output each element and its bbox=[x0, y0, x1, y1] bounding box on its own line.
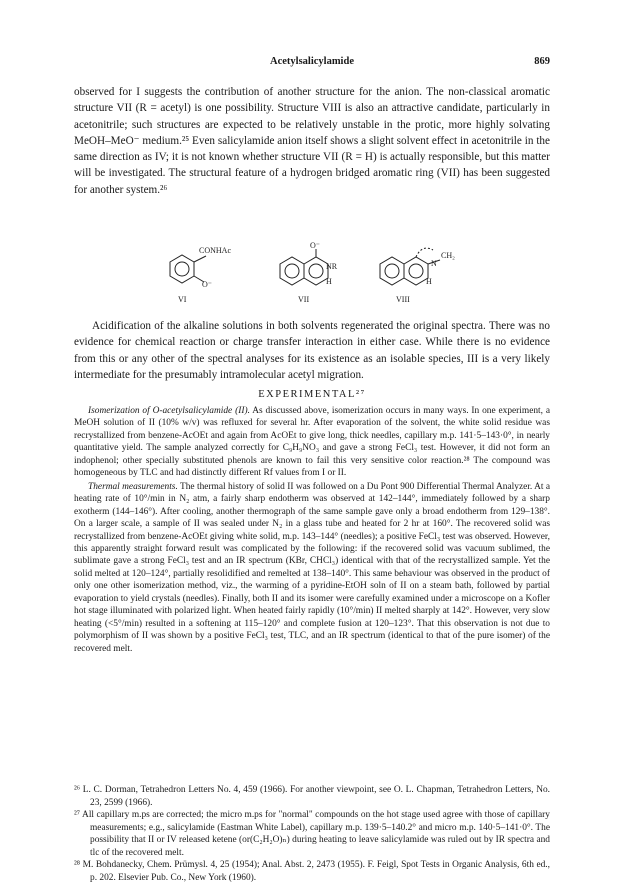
thermal-title: Thermal measurements. bbox=[88, 481, 178, 492]
label-conhac: CONHAc bbox=[199, 246, 231, 255]
running-header bbox=[74, 56, 550, 72]
label-o-minus-vi: O⁻ bbox=[202, 280, 212, 289]
page-number: 869 bbox=[534, 56, 550, 67]
label-n: N bbox=[431, 259, 437, 268]
structure-vii bbox=[280, 249, 328, 285]
label-nr: NR bbox=[326, 262, 338, 271]
isomerization-paragraph bbox=[74, 405, 550, 480]
experimental-section bbox=[74, 405, 550, 655]
label-vi: VI bbox=[178, 295, 187, 304]
label-o-minus-vii: O⁻ bbox=[310, 241, 320, 250]
intro-section bbox=[74, 84, 550, 198]
label-vii: VII bbox=[298, 295, 310, 304]
footnotes bbox=[74, 784, 550, 884]
intro-paragraph: observed for I suggests the contribution of another structure for the anion. The non-classical aromatic structure VII (R = acetyl) is one possibility. Structure VIII is also an attractive candidate, particularly in acetonitrile; such structures are expected to be relatively unstable in the protic, more highly solvating MeOH–MeO⁻ medium.²⁵ Even salicylamide anion itself shows a slight solvent effect in acetonitrile in the same direction as IV; it is not known whether structure VII (R = H) is actually responsible, but this matter will be investigated. The structural feature of a hydrogen bridged aromatic ring (VII) has been suggested for another system.²⁶ bbox=[74, 86, 550, 196]
chemical-structures-drawing bbox=[150, 240, 480, 310]
structure-figure bbox=[150, 240, 480, 310]
structure-vi bbox=[170, 255, 206, 283]
thermal-body: The thermal history of solid II was followed on a Du Pont 900 Differential Thermal Analyzer. At a heating rate of 10°/min in N₂ atm, a fairly sharp endotherm was observed at 142–144°, immediately followed by a sharp exotherm (144–146°). After cooling, another thermograph of the same sample gave only a broad endotherm from 129–138°. On a larger scale, a sample of II was sealed under N₂ in a glass tube and heated for 2 hr at 160°. The recovered solid was recrystallized from benzene-AcOEt giving white solid, m.p. 143–144° (needles); a positive FeCl₃ test was observed. However, this apparently straight forward result was complicated by the following: if the recovered solid was vacuum sublimed, the sublimate gave a strong FeCl₃ test and an IR spectrum (KBr, CHCl₃) identical with that of the recrystallized sample. Yet the solid melted at 120–124°, partially resolidified and remelted at 138–140°. This same behaviour was observed in the product of only one other isomerization method, viz., the warming of a pyridine-EtOH soln of II on a steam bath, followed by partial evaporation to yield crystals (needles). Finally, both II and its isomer were carefully examined under a microscope on a Kofler hot stage illuminated with polarized light. When heated fairly rapidly (10°/min) II melted sharply at 142°. However, very slow heating (<5°/min) resulted in a softening at 115–120° and complete fusion at 120–123°. That this observation is not due to polymorphism of II was shown by a positive FeCl₃ test, TLC, and an IR spectrum (identical to that of the pure isomer) of the recovered melt. bbox=[74, 481, 550, 654]
isomerization-title: Isomerization of O-acetylsalicylamide (II). bbox=[88, 406, 250, 416]
footnote-28: ²⁸ M. Bohdanecky, Chem. Prümysl. 4, 25 (1954); Anal. Abst. 2, 2473 (1955). F. Feigl, Spot Tests in Organic Analysis, 6th ed., p. 202. Elsevier Pub. Co., New York (1960). bbox=[74, 860, 550, 883]
experimental-heading: EXPERIMENTAL²⁷ bbox=[258, 389, 366, 400]
label-h-viii: H bbox=[426, 277, 432, 286]
thermal-paragraph bbox=[74, 481, 550, 655]
isomerization-body: As discussed above, isomerization occurs in many ways. In one experiment, a MeOH solution of II (10% w/v) was refluxed for several hr. After evaporation of the solvent, the white solid residue was recrystallized from benzene-AcOEt and again from AcOEt to give long, thick needles, capillary m.p. 141·5–143·0°, in nearly quantitative yield. The sample analyzed correctly for C₉H₉NO₃ and gave a strong FeCl₃ test. However, it did not form an indophenol; other specially substituted phenols are known to fail this very sensitive color reaction.²⁸ The compound was homogeneous by TLC and had distinctly different Rf values from I or II. bbox=[74, 406, 551, 479]
label-h-vii: H bbox=[326, 277, 332, 286]
running-title: Acetylsalicylamide bbox=[270, 56, 354, 67]
label-viii: VIII bbox=[396, 295, 410, 304]
footnote-27: ²⁷ All capillary m.ps are corrected; the micro m.ps for "normal" compounds on the hot stage used agree with those of capillary measurements; e.g., salicylamide (Eastman White Label), capillary m.p. 139·5–140.2° and micro m.p. 140·5–141·0°. The possibility that II or IV released ketene (or(C₂H₂O)ₙ) during heating to leave salicylamide was ruled out by IR spectra and tlc of the recovered melt. bbox=[74, 810, 550, 858]
footnote-26: ²⁶ L. C. Dorman, Tetrahedron Letters No. 4, 459 (1966). For another viewpoint, see O. L. Chapman, Tetrahedron Letters, No. 23, 2599 (1966). bbox=[74, 785, 550, 808]
acidification-section bbox=[74, 318, 550, 383]
acidification-paragraph: Acidification of the alkaline solutions in both solvents regenerated the original spectra. There was no evidence for chemical reaction or charge transfer interaction in either case. While there is no evidence from this or any other of the spectral analyses for its existence as an isolable species, III is a very likely intermediate for the presumably intramolecular acetyl migration. bbox=[74, 320, 550, 381]
label-ch2: CH₂ bbox=[441, 251, 455, 260]
